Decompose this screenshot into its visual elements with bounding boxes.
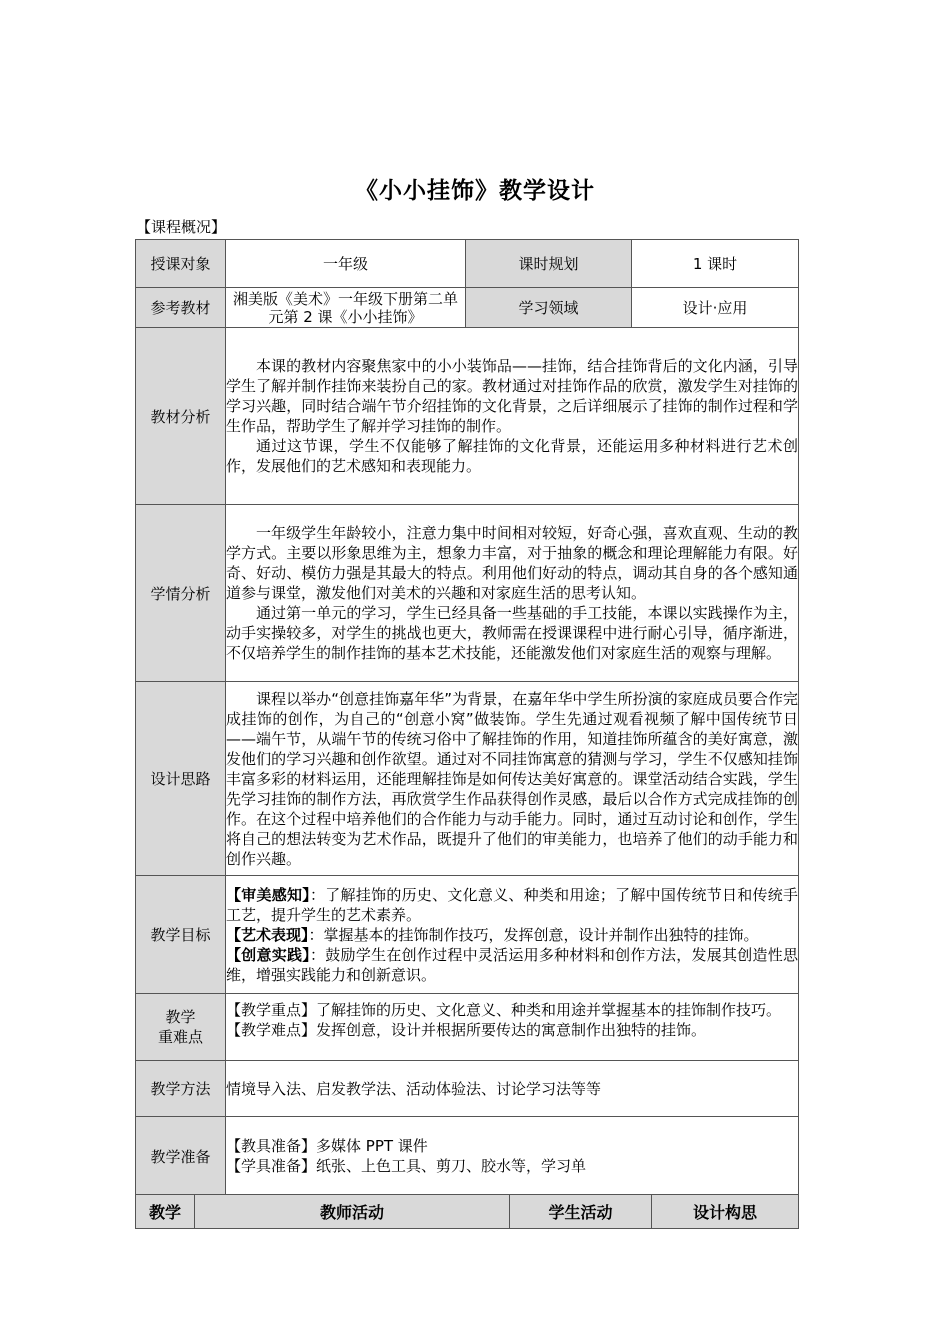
content-design-idea <box>226 682 799 876</box>
label-key-points <box>136 994 226 1061</box>
label-key-points-line-1: 教学 <box>165 1008 196 1026</box>
design-idea-paragraph: 课程以举办“创意挂饰嘉年华”为背景，在嘉年华中学生所扮演的家庭成员要合作完成挂饰的创作，为自己的“创意小窝”做装饰。学生先通过观看视频了解中国传统节日——端午节，从端午节的传统习俗中了解挂饰的作用，知道挂饰所蕴含的美好寓意，激发他们的学习兴趣和创作欲望。通过对不同挂饰寓意的猜测与学习，学生不仅感知挂饰丰富多彩的材料运用，还能理解挂饰是如何传达美好寓意的。课堂活动结合实践，学生先学习挂饰的制作方法，再欣赏学生作品获得创作灵感，最后以合作方式完成挂饰的创作。在这个过程中培养他们的合作能力与动手能力。同时，通过互动讨论和创作，学生将自己的想法转变为艺术作品，既提升了他们的审美能力，也培养了他们的动手能力和创作兴趣。 <box>226 689 798 868</box>
objective-tag: 【艺术表现】 <box>226 925 309 944</box>
value-class-hours: 1 课时 <box>632 240 799 288</box>
key-point-difficulty: 【教学难点】发挥创意，设计并根据所要传达的寓意制作出独特的挂饰。 <box>226 1021 707 1039</box>
objective-text: ：掌握基本的挂饰制作技巧，发挥创意，设计并制作出独特的挂饰。 <box>308 925 759 944</box>
teaching-process-header <box>135 1194 799 1229</box>
objective-tag: 【创意实践】 <box>226 945 311 964</box>
label-material-analysis: 教材分析 <box>136 328 226 505</box>
content-preparation <box>226 1117 799 1196</box>
document-title: 《小小挂饰》教学设计 <box>355 178 595 204</box>
row-textbook <box>136 288 799 328</box>
label-student-analysis: 学情分析 <box>136 505 226 682</box>
student-analysis-paragraph-1: 一年级学生年龄较小，注意力集中时间相对较短，好奇心强，喜欢直观、生动的教学方式。主要以形象思维为主，想象力丰富，对于抽象的概念和理论理解能力有限。好奇、好动、模仿力强是其最大的特点。利用他们好动的特点，调动其自身的各个感知通道参与课堂，激发他们对美术的兴趣和对家庭生活的思考认知。 <box>226 524 798 602</box>
objective-item <box>226 885 798 925</box>
row-material-analysis <box>136 328 799 505</box>
preparation-teacher: 【教具准备】多媒体 PPT 课件 <box>226 1137 428 1155</box>
row-key-points <box>136 994 799 1061</box>
course-overview-table <box>135 239 799 1196</box>
objective-item <box>226 925 798 945</box>
label-objectives: 教学目标 <box>136 876 226 994</box>
header-student-activity: 学生活动 <box>510 1195 652 1229</box>
student-analysis-paragraph-2: 通过第一单元的学习，学生已经具备一些基础的手工技能，本课以实践操作为主，动手实操较多，对学生的挑战也更大，教师需在授课课程中进行耐心引导，循序渐进，不仅培养学生的制作挂饰的基本艺术技能，还能激发他们对家庭生活的观察与理解。 <box>226 604 798 662</box>
row-audience <box>136 240 799 288</box>
label-methods: 教学方法 <box>136 1061 226 1117</box>
methods-text: 情境导入法、启发教学法、活动体验法、讨论学习法等等 <box>226 1079 602 1098</box>
content-material-analysis <box>226 328 799 505</box>
objective-text: ：了解挂饰的历史、文化意义、种类和用途；了解中国传统节日和传统手工艺，提升学生的艺术素养。 <box>226 885 798 924</box>
row-objectives <box>136 876 799 994</box>
objective-text: ：鼓励学生在创作过程中灵活运用多种材料和创作方法，发展其创造性思维，增强实践能力和创新意识。 <box>226 945 798 984</box>
objective-tag: 【审美感知】 <box>226 885 311 904</box>
row-preparation <box>136 1117 799 1196</box>
content-objectives <box>226 876 799 994</box>
row-design-idea <box>136 682 799 876</box>
value-textbook: 湘美版《美术》一年级下册第二单元第 2 课《小小挂饰》 <box>226 288 466 328</box>
label-class-hours: 课时规划 <box>466 240 632 288</box>
header-design-concept: 设计构思 <box>652 1195 799 1229</box>
header-teacher-activity: 教师活动 <box>195 1195 510 1229</box>
header-stage: 教学 <box>136 1195 195 1229</box>
preparation-student: 【学具准备】纸张、上色工具、剪刀、胶水等，学习单 <box>226 1157 587 1175</box>
material-analysis-paragraph-2: 通过这节课，学生不仅能够了解挂饰的文化背景，还能运用多种材料进行艺术创作，发展他们的艺术感知和表现能力。 <box>226 437 798 475</box>
objective-item <box>226 945 798 985</box>
label-key-points-line-2: 重难点 <box>157 1028 203 1046</box>
section-label-overview: 【课程概况】 <box>136 218 227 236</box>
value-learning-field: 设计·应用 <box>632 288 799 328</box>
label-learning-field: 学习领域 <box>466 288 632 328</box>
content-methods <box>226 1061 799 1117</box>
label-textbook: 参考教材 <box>136 288 226 328</box>
content-student-analysis <box>226 505 799 682</box>
label-design-idea: 设计思路 <box>136 682 226 876</box>
label-preparation: 教学准备 <box>136 1117 226 1196</box>
key-point-focus: 【教学重点】了解挂饰的历史、文化意义、种类和用途并掌握基本的挂饰制作技巧。 <box>226 1001 782 1019</box>
row-methods <box>136 1061 799 1117</box>
row-student-analysis <box>136 505 799 682</box>
label-audience: 授课对象 <box>136 240 226 288</box>
content-key-points <box>226 994 799 1061</box>
material-analysis-paragraph-1: 本课的教材内容聚焦家中的小小装饰品——挂饰，结合挂饰背后的文化内涵，引导学生了解并制作挂饰来装扮自己的家。教材通过对挂饰作品的欣赏，激发学生对挂饰的学习兴趣，同时结合端午节介绍挂饰的文化背景，之后详细展示了挂饰的制作过程和学生作品，帮助学生了解并学习挂饰的制作。 <box>226 357 798 435</box>
value-audience: 一年级 <box>226 240 466 288</box>
